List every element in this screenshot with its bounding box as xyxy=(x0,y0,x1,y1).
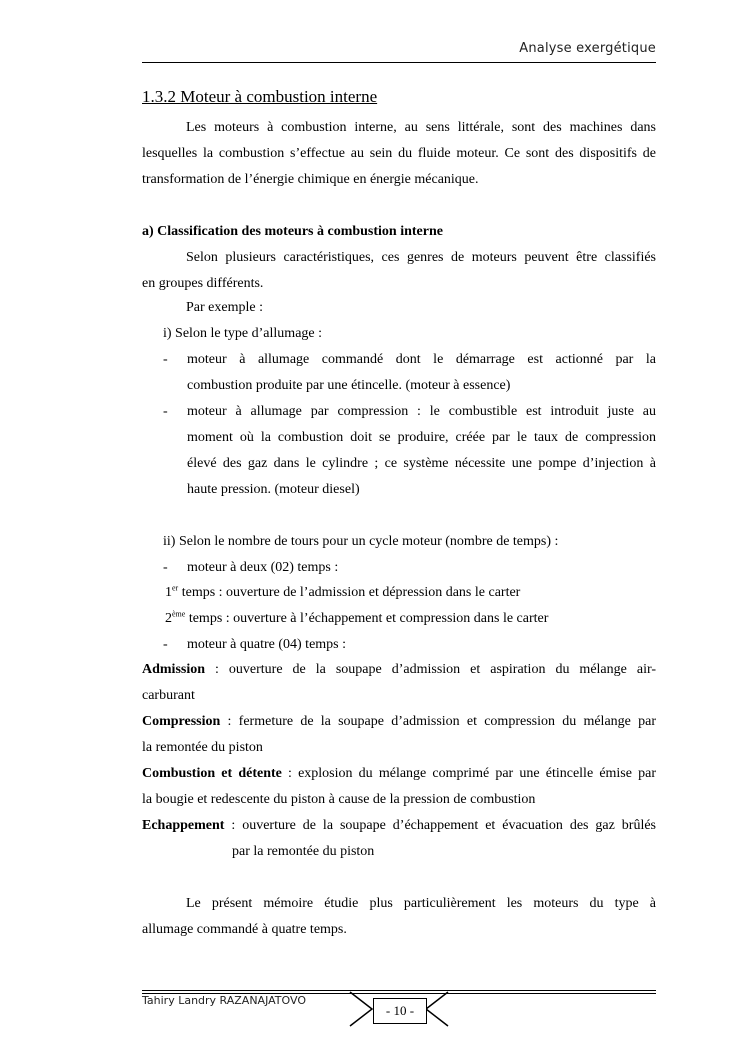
list-i-item2-bullet: - xyxy=(163,404,168,419)
intro-line-1: Les moteurs à combustion interne, au sens littérale, sont des machines dans xyxy=(186,120,656,135)
compression-term: Compression xyxy=(142,714,221,729)
second-stroke-text: temps : ouverture à l’échappement et compression dans le carter xyxy=(185,611,549,626)
exhaust-line-1 xyxy=(142,818,656,834)
list-i-item2-line-1: moteur à allumage par compression : le combustible est introduit juste au xyxy=(187,404,656,419)
list-i-title: i) Selon le type d’allumage : xyxy=(163,326,323,341)
admission-line-1 xyxy=(142,662,656,678)
exhaust-text: : ouverture de la soupape d’échappement et évacuation des gaz brûlés xyxy=(224,818,656,833)
list-ii-bullet-2: - xyxy=(163,637,168,652)
list-i-item1-line-2: combustion produite par une étincelle. (moteur à essence) xyxy=(187,378,511,393)
two-stroke-line: moteur à deux (02) temps : xyxy=(187,560,339,575)
section-title: 1.3.2 Moteur à combustion interne xyxy=(142,87,378,106)
first-stroke-number: 1 xyxy=(165,585,172,600)
exhaust-term: Echappement xyxy=(142,818,225,833)
admission-line-2: carburant xyxy=(142,688,195,703)
compression-line-1 xyxy=(142,714,656,730)
list-i-item2-line-2: moment où la combustion doit se produire, créée par le taux de compression xyxy=(187,430,656,445)
subsection-a-line-2: en groupes différents. xyxy=(142,276,264,291)
admission-term: Admission xyxy=(142,662,206,677)
conclusion-line-1: Le présent mémoire étudie plus particulièrement les moteurs du type à xyxy=(186,896,656,911)
footer-author: Tahiry Landry RAZANAJATOVO xyxy=(142,994,306,1007)
running-header: Analyse exergétique xyxy=(519,41,656,56)
list-i-item1-bullet: - xyxy=(163,352,168,367)
compression-text: : fermeture de la soupape d’admission et compression du mélange par xyxy=(220,714,656,729)
list-i-item2-line-3: élevé des gaz dans le cylindre ; ce système nécessite une pompe d’injection à xyxy=(187,456,656,471)
first-stroke-line xyxy=(165,585,679,601)
intro-line-2: lesquelles la combustion s’effectue au sein du fluide moteur. Ce sont des dispositifs de xyxy=(142,146,656,161)
combustion-term: Combustion et détente xyxy=(142,766,282,781)
second-stroke-sup: ème xyxy=(172,609,186,619)
admission-text: : ouverture de la soupape d’admission et aspiration du mélange air- xyxy=(205,662,656,677)
subsection-a-line-3: Par exemple : xyxy=(186,300,263,315)
subsection-a-line-1: Selon plusieurs caractéristiques, ces genres de moteurs peuvent être classifiés xyxy=(186,250,656,265)
list-ii-bullet-1: - xyxy=(163,560,168,575)
combustion-text: : explosion du mélange comprimé par une étincelle émise par xyxy=(281,766,657,781)
list-ii-title: ii) Selon le nombre de tours pour un cycle moteur (nombre de temps) : xyxy=(163,534,559,549)
exhaust-line-2: par la remontée du piston xyxy=(232,844,375,859)
combustion-line-1 xyxy=(142,766,656,782)
first-stroke-sup: er xyxy=(172,583,179,593)
list-i-item1-line-1: moteur à allumage commandé dont le démarrage est actionné par la xyxy=(187,352,656,367)
second-stroke-line xyxy=(165,611,679,627)
four-stroke-line: moteur à quatre (04) temps : xyxy=(187,637,347,652)
intro-line-3: transformation de l’énergie chimique en énergie mécanique. xyxy=(142,172,479,187)
header-rule xyxy=(142,62,656,63)
list-i-item2-line-4: haute pression. (moteur diesel) xyxy=(187,482,360,497)
page-number: - 10 - xyxy=(373,998,427,1024)
combustion-line-2: la bougie et redescente du piston à cause de la pression de combustion xyxy=(142,792,536,807)
conclusion-line-2: allumage commandé à quatre temps. xyxy=(142,922,347,937)
first-stroke-text: temps : ouverture de l’admission et dépression dans le carter xyxy=(178,585,521,600)
compression-line-2: la remontée du piston xyxy=(142,740,263,755)
second-stroke-number: 2 xyxy=(165,611,172,626)
subsection-a-title: a) Classification des moteurs à combustion interne xyxy=(142,224,443,239)
